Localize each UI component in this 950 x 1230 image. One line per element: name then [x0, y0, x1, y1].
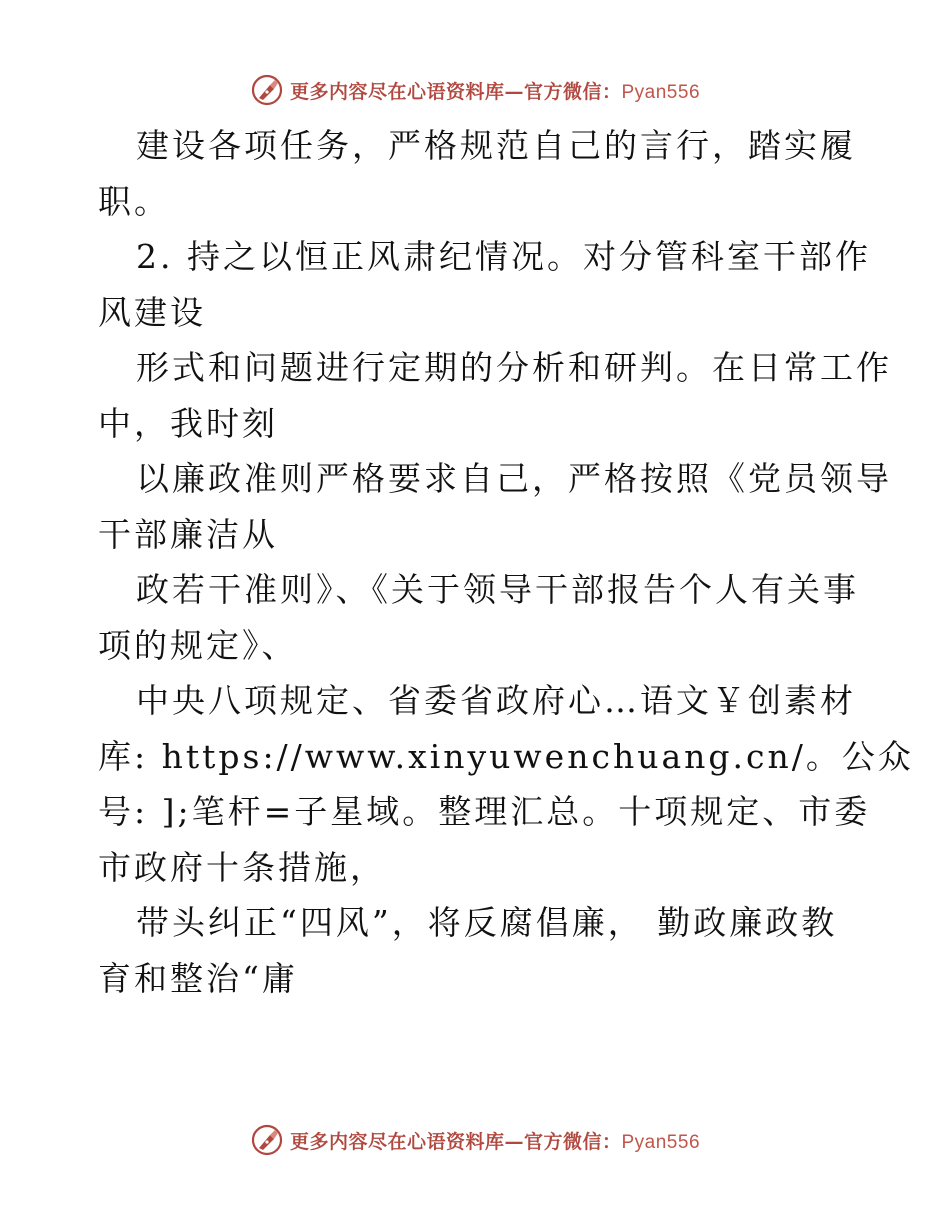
body-line: 带头纠正“四风”，将反腐倡廉， 勤政廉政教	[136, 903, 838, 942]
body-line: 市政府十条措施，	[98, 847, 386, 887]
body-line: 职。	[98, 181, 170, 221]
banner-text-wrap	[290, 1127, 700, 1154]
body-line: 项的规定》、	[98, 625, 298, 665]
banner-text: 更多内容尽在心语资料库—官方微信：	[289, 1130, 622, 1153]
pen-nib-icon	[250, 1123, 284, 1157]
banner-text-wrap	[290, 77, 700, 104]
body-line: 风建设	[98, 292, 206, 332]
pen-nib-icon	[250, 73, 284, 107]
body-line: 中，我时刻	[98, 403, 278, 443]
body-line: 形式和问题进行定期的分析和研判。在日常工作	[136, 348, 892, 387]
body-text	[98, 118, 914, 1006]
body-line: 库: https://www.xinyuwenchuang.cn/。公众	[98, 736, 914, 776]
body-line: 中央八项规定、省委省政府心…语文￥创素材	[136, 681, 856, 720]
body-line: 干部廉洁从	[98, 514, 278, 554]
banner-id: Pyan556	[621, 81, 701, 103]
banner-id: Pyan556	[621, 1131, 701, 1153]
body-line: 号: ];笔杆=子星域。整理汇总。十项规定、市委	[98, 792, 871, 831]
body-line: 育和整治“庸	[98, 958, 298, 998]
body-line: 建设各项任务，严格规范自己的言行，踏实履	[136, 126, 856, 165]
header-banner	[0, 70, 950, 110]
body-line: 以廉政准则严格要求自己，严格按照《党员领导	[136, 459, 892, 498]
body-line: 政若干准则》、《关于领导干部报告个人有关事	[136, 570, 859, 609]
banner-text: 更多内容尽在心语资料库—官方微信：	[289, 80, 622, 103]
footer-banner	[0, 1120, 950, 1160]
body-line: 2. 持之以恒正风肃纪情况。对分管科室干部作	[136, 237, 871, 276]
